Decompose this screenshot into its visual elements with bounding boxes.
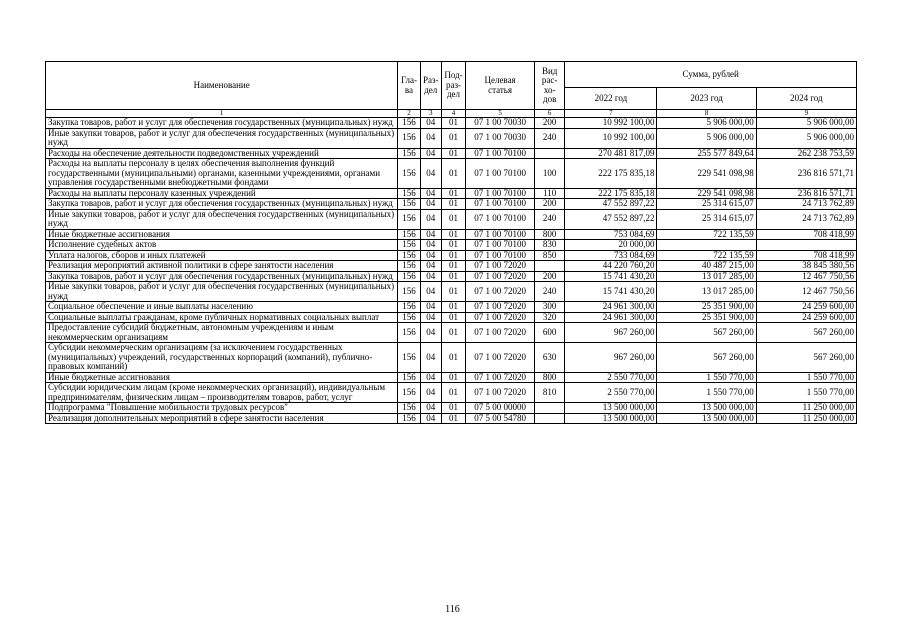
row-glava: 156 [398, 229, 420, 240]
row-sum-2022: 47 552 897,22 [565, 199, 657, 210]
row-sum-2022: 2 550 770,00 [565, 383, 657, 403]
row-podrazdel: 01 [441, 148, 465, 159]
row-expense-type: 100 [535, 159, 565, 189]
table-row [46, 209, 857, 229]
row-sum-2024: 24 259 600,00 [756, 312, 856, 323]
row-razdel: 04 [420, 159, 441, 189]
row-target-article: 07 1 00 70030 [466, 128, 535, 148]
row-target-article: 07 5 00 54780 [466, 413, 535, 424]
table-row [46, 188, 857, 199]
row-target-article: 07 1 00 72020 [466, 383, 535, 403]
col-number: 2 [398, 110, 420, 118]
row-expense-type: 240 [535, 128, 565, 148]
table-row [46, 271, 857, 282]
table-row [46, 240, 857, 251]
row-razdel: 04 [420, 148, 441, 159]
row-target-article: 07 1 00 70100 [466, 188, 535, 199]
row-sum-2023: 13 500 000,00 [657, 413, 756, 424]
row-razdel: 04 [420, 209, 441, 229]
row-glava: 156 [398, 383, 420, 403]
row-glava: 156 [398, 271, 420, 282]
row-glava: 156 [398, 343, 420, 373]
header-glava: Гла- ва [398, 62, 420, 110]
row-razdel: 04 [420, 282, 441, 302]
row-name: Уплата налогов, сборов и иных платежей [46, 250, 398, 261]
row-expense-type [535, 148, 565, 159]
row-target-article: 07 1 00 70100 [466, 199, 535, 210]
row-name: Реализация мероприятий активной политики в сфере занятости населения [46, 261, 398, 272]
header-name: Наименование [46, 62, 398, 110]
row-sum-2024: 567 260,00 [756, 323, 856, 343]
header-year-2022: 2022 год [565, 88, 657, 110]
col-number: 8 [657, 110, 756, 118]
row-expense-type: 800 [535, 372, 565, 383]
row-sum-2022: 15 741 430,20 [565, 282, 657, 302]
row-name: Иные закупки товаров, работ и услуг для обеспечения государственных (муниципальных) нужд [46, 128, 398, 148]
row-name: Расходы на выплаты персоналу казенных учреждений [46, 188, 398, 199]
row-name: Расходы на обеспечение деятельности подведомственных учреждений [46, 148, 398, 159]
header-expense-type: Вид рас- хо- дов [535, 62, 565, 110]
row-sum-2022: 20 000,00 [565, 240, 657, 251]
row-target-article: 07 1 00 70030 [466, 118, 535, 129]
row-glava: 156 [398, 128, 420, 148]
row-glava: 156 [398, 312, 420, 323]
page-number: 116 [445, 604, 460, 615]
table-row [46, 261, 857, 272]
row-razdel: 04 [420, 312, 441, 323]
row-sum-2023: 722 135,59 [657, 250, 756, 261]
row-target-article: 07 1 00 70100 [466, 159, 535, 189]
row-sum-2024: 12 467 750,56 [756, 271, 856, 282]
col-number: 7 [565, 110, 657, 118]
row-podrazdel: 01 [441, 271, 465, 282]
row-podrazdel: 01 [441, 209, 465, 229]
col-number: 9 [756, 110, 856, 118]
row-sum-2024: 708 418,99 [756, 250, 856, 261]
row-name: Исполнение судебных актов [46, 240, 398, 251]
col-number: 1 [46, 110, 398, 118]
row-sum-2024: 5 906 000,00 [756, 118, 856, 129]
row-glava: 156 [398, 199, 420, 210]
row-expense-type: 630 [535, 343, 565, 373]
row-sum-2022: 753 084,69 [565, 229, 657, 240]
row-podrazdel: 01 [441, 323, 465, 343]
row-sum-2023: 13 500 000,00 [657, 403, 756, 414]
row-sum-2024: 1 550 770,00 [756, 383, 856, 403]
row-name: Субсидии некоммерческим организациям (за исключением государственных (муниципальных) учреждений, государственных корпораций (компаний), публично-правовых компаний) [46, 343, 398, 373]
table-row [46, 229, 857, 240]
table-row [46, 128, 857, 148]
header-razdel: Раз- дел [420, 62, 441, 110]
col-number: 4 [441, 110, 465, 118]
row-target-article: 07 5 00 00000 [466, 403, 535, 414]
row-glava: 156 [398, 282, 420, 302]
row-target-article: 07 1 00 72020 [466, 302, 535, 313]
row-sum-2022: 967 260,00 [565, 343, 657, 373]
row-target-article: 07 1 00 72020 [466, 282, 535, 302]
row-target-article: 07 1 00 70100 [466, 250, 535, 261]
row-razdel: 04 [420, 323, 441, 343]
row-podrazdel: 01 [441, 250, 465, 261]
row-target-article: 07 1 00 72020 [466, 372, 535, 383]
header-year-2023: 2023 год [657, 88, 756, 110]
row-name: Реализация дополнительных мероприятий в сфере занятости населения [46, 413, 398, 424]
row-glava: 156 [398, 148, 420, 159]
row-sum-2022: 13 500 000,00 [565, 403, 657, 414]
row-name: Предоставление субсидий бюджетным, автономным учреждениям и иным некоммерческим организациям [46, 323, 398, 343]
row-sum-2023: 1 550 770,00 [657, 383, 756, 403]
row-razdel: 04 [420, 261, 441, 272]
row-sum-2023: 255 577 849,64 [657, 148, 756, 159]
table-row [46, 403, 857, 414]
row-sum-2022: 24 961 300,00 [565, 312, 657, 323]
row-sum-2022: 222 175 835,18 [565, 188, 657, 199]
table-row [46, 250, 857, 261]
row-name: Закупка товаров, работ и услуг для обеспечения государственных (муниципальных) нужд [46, 118, 398, 129]
row-razdel: 04 [420, 250, 441, 261]
table-row [46, 372, 857, 383]
row-expense-type: 200 [535, 271, 565, 282]
column-numbers-row [46, 110, 857, 118]
row-expense-type: 300 [535, 302, 565, 313]
row-sum-2024: 11 250 000,00 [756, 403, 856, 414]
row-podrazdel: 01 [441, 413, 465, 424]
row-sum-2024: 1 550 770,00 [756, 372, 856, 383]
table-row [46, 383, 857, 403]
row-target-article: 07 1 00 72020 [466, 261, 535, 272]
row-sum-2023: 229 541 098,98 [657, 188, 756, 199]
row-sum-2022: 10 992 100,00 [565, 118, 657, 129]
row-podrazdel: 01 [441, 302, 465, 313]
row-sum-2022: 24 961 300,00 [565, 302, 657, 313]
row-glava: 156 [398, 413, 420, 424]
row-sum-2024: 24 713 762,89 [756, 209, 856, 229]
row-podrazdel: 01 [441, 312, 465, 323]
col-number: 5 [466, 110, 535, 118]
row-glava: 156 [398, 188, 420, 199]
row-podrazdel: 01 [441, 128, 465, 148]
row-podrazdel: 01 [441, 188, 465, 199]
row-podrazdel: 01 [441, 229, 465, 240]
row-sum-2024: 24 713 762,89 [756, 199, 856, 210]
row-glava: 156 [398, 118, 420, 129]
row-expense-type: 240 [535, 282, 565, 302]
row-sum-2024: 24 259 600,00 [756, 302, 856, 313]
row-name: Иные бюджетные ассигнования [46, 372, 398, 383]
row-sum-2023: 567 260,00 [657, 343, 756, 373]
row-glava: 156 [398, 209, 420, 229]
row-sum-2023: 5 906 000,00 [657, 128, 756, 148]
row-sum-2022: 44 220 760,20 [565, 261, 657, 272]
row-glava: 156 [398, 261, 420, 272]
header-year-2024: 2024 год [756, 88, 856, 110]
row-sum-2024: 5 906 000,00 [756, 128, 856, 148]
row-razdel: 04 [420, 199, 441, 210]
row-razdel: 04 [420, 302, 441, 313]
budget-table [45, 61, 857, 424]
row-sum-2024 [756, 240, 856, 251]
row-sum-2023: 40 487 215,00 [657, 261, 756, 272]
row-podrazdel: 01 [441, 118, 465, 129]
row-sum-2023: 5 906 000,00 [657, 118, 756, 129]
row-sum-2023: 1 550 770,00 [657, 372, 756, 383]
row-expense-type [535, 403, 565, 414]
row-glava: 156 [398, 323, 420, 343]
table-row [46, 312, 857, 323]
row-sum-2022: 222 175 835,18 [565, 159, 657, 189]
col-number: 6 [535, 110, 565, 118]
row-sum-2024: 12 467 750,56 [756, 282, 856, 302]
row-sum-2023: 25 314 615,07 [657, 199, 756, 210]
table-row [46, 199, 857, 210]
row-sum-2023: 25 351 900,00 [657, 312, 756, 323]
row-expense-type: 810 [535, 383, 565, 403]
row-sum-2023 [657, 240, 756, 251]
row-target-article: 07 1 00 70100 [466, 240, 535, 251]
row-expense-type [535, 413, 565, 424]
row-name: Расходы на выплаты персоналу в целях обеспечения выполнения функций государственными (муниципальными) органами, казенными учреждениями, органами управления государственными внебюджетными фондами [46, 159, 398, 189]
row-name: Иные закупки товаров, работ и услуг для обеспечения государственных (муниципальных) нужд [46, 282, 398, 302]
header-sum: Сумма, рублей [565, 62, 857, 88]
header-podrazdel: Под- раз- дел [441, 62, 465, 110]
row-sum-2022: 2 550 770,00 [565, 372, 657, 383]
row-sum-2024: 262 238 753,59 [756, 148, 856, 159]
row-name: Иные бюджетные ассигнования [46, 229, 398, 240]
row-sum-2024: 236 816 571,71 [756, 159, 856, 189]
table-row [46, 302, 857, 313]
row-target-article: 07 1 00 70100 [466, 229, 535, 240]
row-expense-type: 830 [535, 240, 565, 251]
row-expense-type: 200 [535, 199, 565, 210]
row-glava: 156 [398, 403, 420, 414]
row-razdel: 04 [420, 403, 441, 414]
row-sum-2023: 567 260,00 [657, 323, 756, 343]
table-row [46, 159, 857, 189]
row-name: Социальное обеспечение и иные выплаты населению [46, 302, 398, 313]
row-target-article: 07 1 00 72020 [466, 271, 535, 282]
row-sum-2023: 722 135,59 [657, 229, 756, 240]
row-name: Социальные выплаты гражданам, кроме публичных нормативных социальных выплат [46, 312, 398, 323]
row-sum-2023: 229 541 098,98 [657, 159, 756, 189]
row-podrazdel: 01 [441, 261, 465, 272]
row-razdel: 04 [420, 240, 441, 251]
row-podrazdel: 01 [441, 199, 465, 210]
row-razdel: 04 [420, 229, 441, 240]
row-razdel: 04 [420, 383, 441, 403]
table-row [46, 413, 857, 424]
table-row [46, 282, 857, 302]
row-expense-type: 240 [535, 209, 565, 229]
row-glava: 156 [398, 240, 420, 251]
table-row [46, 343, 857, 373]
row-sum-2023: 13 017 285,00 [657, 282, 756, 302]
table-body [46, 110, 857, 424]
row-sum-2023: 13 017 285,00 [657, 271, 756, 282]
row-target-article: 07 1 00 70100 [466, 209, 535, 229]
budget-table-page [45, 61, 857, 424]
row-name: Закупка товаров, работ и услуг для обеспечения государственных (муниципальных) нужд [46, 271, 398, 282]
row-podrazdel: 01 [441, 159, 465, 189]
row-sum-2023: 25 351 900,00 [657, 302, 756, 313]
row-sum-2024: 236 816 571,71 [756, 188, 856, 199]
row-podrazdel: 01 [441, 240, 465, 251]
row-razdel: 04 [420, 343, 441, 373]
row-expense-type: 110 [535, 188, 565, 199]
row-glava: 156 [398, 302, 420, 313]
row-name: Субсидии юридическим лицам (кроме некоммерческих организаций), индивидуальным предпринимателям, физическим лицам – производителям товаров, работ, услуг [46, 383, 398, 403]
row-expense-type: 200 [535, 118, 565, 129]
row-razdel: 04 [420, 188, 441, 199]
row-podrazdel: 01 [441, 372, 465, 383]
row-razdel: 04 [420, 128, 441, 148]
row-sum-2022: 733 084,69 [565, 250, 657, 261]
row-podrazdel: 01 [441, 383, 465, 403]
row-sum-2022: 15 741 430,20 [565, 271, 657, 282]
row-target-article: 07 1 00 70100 [466, 148, 535, 159]
row-name: Подпрограмма "Повышение мобильности трудовых ресурсов" [46, 403, 398, 414]
row-sum-2022: 13 500 000,00 [565, 413, 657, 424]
row-sum-2024: 567 260,00 [756, 343, 856, 373]
table-row [46, 323, 857, 343]
header-target-article: Целевая статья [466, 62, 535, 110]
row-podrazdel: 01 [441, 282, 465, 302]
row-target-article: 07 1 00 72020 [466, 343, 535, 373]
row-razdel: 04 [420, 118, 441, 129]
row-target-article: 07 1 00 72020 [466, 323, 535, 343]
row-glava: 156 [398, 159, 420, 189]
row-glava: 156 [398, 372, 420, 383]
row-expense-type: 320 [535, 312, 565, 323]
row-name: Иные закупки товаров, работ и услуг для обеспечения государственных (муниципальных) нужд [46, 209, 398, 229]
row-sum-2022: 47 552 897,22 [565, 209, 657, 229]
row-podrazdel: 01 [441, 403, 465, 414]
row-sum-2024: 11 250 000,00 [756, 413, 856, 424]
row-sum-2024: 708 418,99 [756, 229, 856, 240]
row-sum-2022: 967 260,00 [565, 323, 657, 343]
table-row [46, 118, 857, 129]
row-glava: 156 [398, 250, 420, 261]
row-sum-2022: 10 992 100,00 [565, 128, 657, 148]
row-podrazdel: 01 [441, 343, 465, 373]
row-razdel: 04 [420, 372, 441, 383]
row-expense-type: 600 [535, 323, 565, 343]
row-sum-2023: 25 314 615,07 [657, 209, 756, 229]
row-expense-type: 850 [535, 250, 565, 261]
row-sum-2022: 270 481 817,09 [565, 148, 657, 159]
row-expense-type [535, 261, 565, 272]
col-number: 3 [420, 110, 441, 118]
row-name: Закупка товаров, работ и услуг для обеспечения государственных (муниципальных) нужд [46, 199, 398, 210]
row-razdel: 04 [420, 413, 441, 424]
row-target-article: 07 1 00 72020 [466, 312, 535, 323]
row-expense-type: 800 [535, 229, 565, 240]
row-sum-2024: 38 845 380,56 [756, 261, 856, 272]
row-razdel: 04 [420, 271, 441, 282]
table-row [46, 148, 857, 159]
